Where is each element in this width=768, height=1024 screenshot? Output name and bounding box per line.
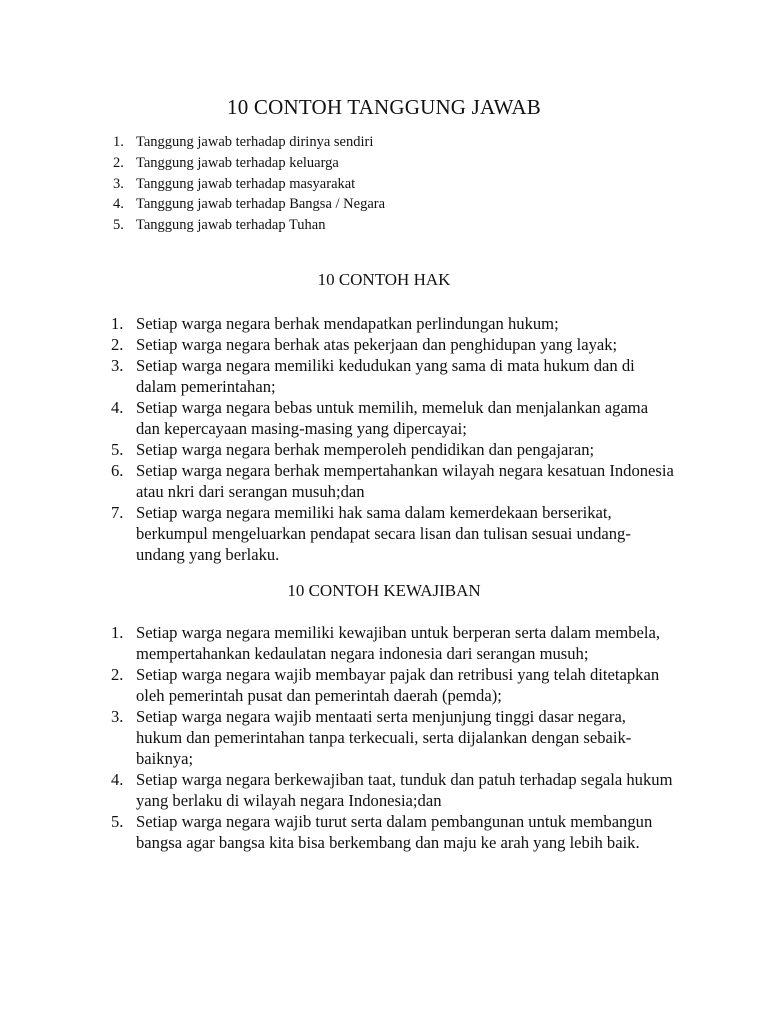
list-item bbox=[111, 460, 676, 502]
item-text: Setiap warga negara berhak atas pekerjaan dan penghidupan yang layak; bbox=[136, 335, 618, 354]
item-number: 1. bbox=[113, 134, 124, 150]
item-number: 5. bbox=[111, 812, 124, 831]
list-item bbox=[111, 355, 676, 397]
item-number: 4. bbox=[111, 398, 124, 417]
item-text: Setiap warga negara berhak mendapatkan perlindungan hukum; bbox=[136, 314, 559, 333]
list-item bbox=[111, 811, 676, 853]
item-number: 5. bbox=[113, 217, 124, 234]
list-item bbox=[113, 174, 633, 195]
list-item bbox=[113, 194, 633, 215]
item-text: Setiap warga negara berkewajiban taat, tunduk dan patuh terhadap segala hukum yang berlaku di wilayah negara Indonesia;dan bbox=[136, 770, 673, 810]
item-text: Setiap warga negara wajib membayar pajak dan retribusi yang telah ditetapkan oleh pemerintah pusat dan pemerintah daerah (pemda); bbox=[136, 665, 660, 705]
tanggung-jawab-list bbox=[113, 132, 633, 236]
item-number: 2. bbox=[111, 335, 124, 354]
list-item bbox=[113, 215, 633, 236]
section-title-tanggung-jawab: 10 CONTOH TANGGUNG JAWAB bbox=[227, 95, 541, 119]
item-number: 3. bbox=[111, 356, 124, 375]
item-text: Setiap warga negara berhak mempertahankan wilayah negara kesatuan Indonesia atau nkri dari serangan musuh;dan bbox=[136, 461, 674, 501]
list-item bbox=[113, 153, 633, 174]
item-text: Tanggung jawab terhadap Bangsa / Negara bbox=[136, 196, 386, 213]
list-item bbox=[111, 622, 676, 664]
item-number: 1. bbox=[111, 314, 124, 333]
hak-list bbox=[111, 313, 676, 565]
item-text: Tanggung jawab terhadap dirinya sendiri bbox=[136, 134, 374, 150]
item-number: 3. bbox=[113, 175, 124, 192]
item-text: Tanggung jawab terhadap keluarga bbox=[136, 154, 339, 171]
item-number: 5. bbox=[111, 440, 124, 459]
list-item bbox=[113, 132, 633, 153]
item-text: Setiap warga negara berhak memperoleh pendidikan dan pengajaran; bbox=[136, 440, 595, 459]
list-item bbox=[111, 664, 676, 706]
list-item bbox=[111, 502, 676, 565]
item-number: 1. bbox=[111, 623, 124, 642]
item-text: Setiap warga negara wajib mentaati serta menjunjung tinggi dasar negara, hukum dan pemerintahan tanpa terkecuali, serta dijalankan dengan sebaik-baiknya; bbox=[136, 707, 632, 768]
list-item bbox=[111, 397, 676, 439]
item-number: 4. bbox=[113, 196, 124, 213]
list-item bbox=[111, 334, 676, 355]
item-number: 4. bbox=[111, 770, 124, 789]
item-number: 6. bbox=[111, 461, 124, 480]
kewajiban-list bbox=[111, 622, 676, 853]
section-title-kewajiban: 10 CONTOH KEWAJIBAN bbox=[287, 581, 481, 600]
list-item bbox=[111, 769, 676, 811]
list-item bbox=[111, 439, 676, 460]
item-number: 7. bbox=[111, 503, 124, 522]
item-number: 2. bbox=[111, 665, 124, 684]
item-text: Tanggung jawab terhadap masyarakat bbox=[136, 175, 356, 192]
list-item bbox=[111, 706, 676, 769]
item-text: Setiap warga negara bebas untuk memilih, memeluk dan menjalankan agama dan kepercayaan masing-masing yang dipercayai; bbox=[136, 398, 649, 438]
item-text: Setiap warga negara memiliki kedudukan yang sama di mata hukum dan di dalam pemerintahan; bbox=[136, 356, 635, 396]
section-title-hak: 10 CONTOH HAK bbox=[317, 270, 451, 289]
item-number: 2. bbox=[113, 154, 124, 171]
item-number: 3. bbox=[111, 707, 124, 726]
item-text: Setiap warga negara wajib turut serta dalam pembangunan untuk membangun bangsa agar bangsa kita bisa berkembang dan maju ke arah yang lebih baik. bbox=[136, 812, 653, 852]
item-text: Setiap warga negara memiliki hak sama dalam kemerdekaan berserikat, berkumpul mengeluarkan pendapat secara lisan dan tulisan sesuai undang-undang yang berlaku. bbox=[136, 503, 631, 564]
list-item bbox=[111, 313, 676, 334]
item-text: Setiap warga negara memiliki kewajiban untuk berperan serta dalam membela, mempertahankan kedaulatan negara indonesia dari serangan musuh; bbox=[136, 623, 661, 663]
item-text: Tanggung jawab terhadap Tuhan bbox=[136, 217, 326, 234]
